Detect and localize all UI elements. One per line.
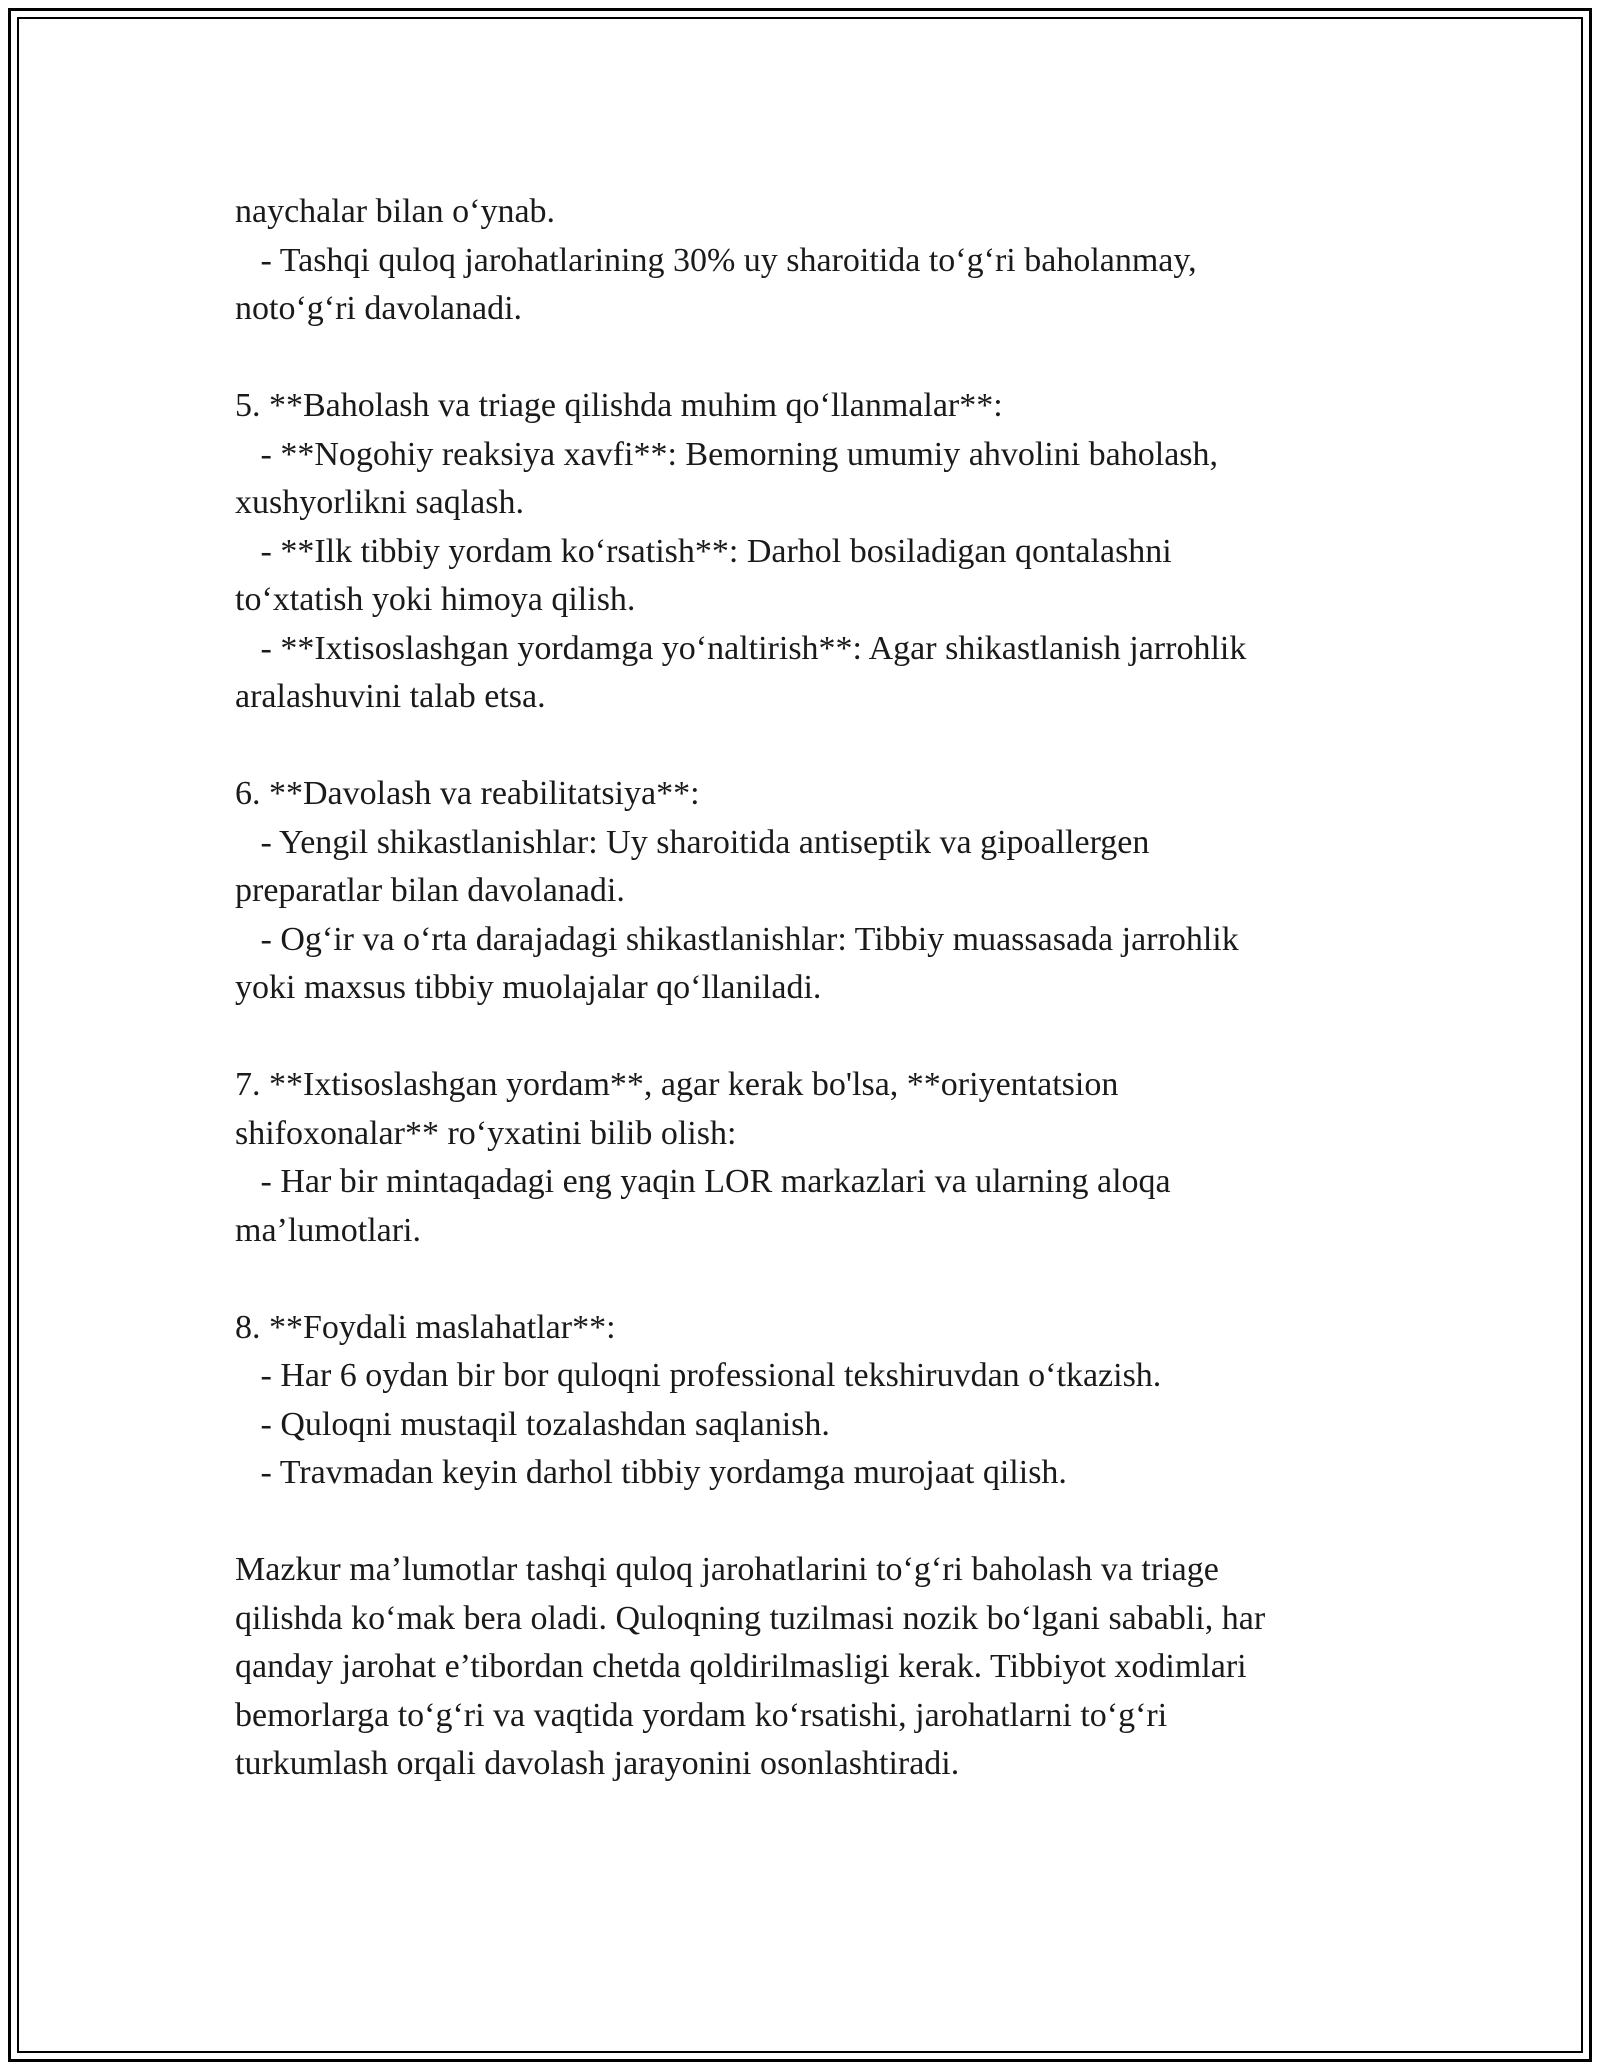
text-line: 8. **Foydali maslahatlar**: — [235, 1308, 616, 1346]
text-line: shifoxonalar** ro‘yxatini bilib olish: — [235, 1114, 737, 1152]
document-body — [235, 188, 1385, 1789]
text-line: qanday jarohat e’tibordan chetda qoldirilmasligi kerak. Tibbiyot xodimlari — [235, 1648, 1247, 1685]
text-line: ma’lumotlari. — [235, 1211, 422, 1249]
text-line: naychalar bilan o‘ynab. — [235, 193, 556, 230]
text-line: to‘xtatish yoki himoya qilish. — [235, 581, 636, 618]
text-line: bemorlarga to‘g‘ri va vaqtida yordam ko‘rsatishi, jarohatlarni to‘g‘ri — [235, 1696, 1168, 1734]
text-line: preparatlar bilan davolanadi. — [235, 872, 625, 909]
text-line: - **Ilk tibbiy yordam ko‘rsatish**: Darhol bosiladigan qontalashni — [235, 532, 1172, 570]
text-line: - Har 6 oydan bir bor quloqni professional tekshiruvdan o‘tkazish. — [235, 1357, 1162, 1394]
blank-line — [235, 722, 1385, 771]
text-line: - Travmadan keyin darhol tibbiy yordamga murojaat qilish. — [235, 1454, 1067, 1491]
text-line: 6. **Davolash va reabilitatsiya**: — [235, 775, 700, 812]
text-line: Mazkur ma’lumotlar tashqi quloq jarohatlarini to‘g‘ri baholash va triage — [235, 1551, 1219, 1588]
text-line: - Yengil shikastlanishlar: Uy sharoitida antiseptik va gipoallergen — [235, 823, 1150, 861]
text-line: - **Nogohiy reaksiya xavfi**: Bemorning umumiy ahvolini baholash, — [235, 435, 1219, 473]
text-line: noto‘g‘ri davolanadi. — [235, 290, 523, 327]
text-line: - Tashqi quloq jarohatlarining 30% uy sharoitida to‘g‘ri baholanmay, — [235, 241, 1197, 279]
text-line: turkumlash orqali davolash jarayonini osonlashtiradi. — [235, 1745, 960, 1782]
blank-line — [235, 1498, 1385, 1547]
blank-line — [235, 1255, 1385, 1304]
text-line: - **Ixtisoslashgan yordamga yo‘naltirish**: Agar shikastlanish jarrohlik — [235, 629, 1247, 667]
blank-line — [235, 1013, 1385, 1062]
text-line: aralashuvini talab etsa. — [235, 678, 546, 715]
blank-line — [235, 334, 1385, 383]
text-line: 5. **Baholash va triage qilishda muhim qo‘llanmalar**: — [235, 387, 1003, 424]
text-line: - Har bir mintaqadagi eng yaqin LOR markazlari va ularning aloqa — [235, 1163, 1171, 1200]
text-line: 7. **Ixtisoslashgan yordam**, agar kerak bo'lsa, **oriyentatsion — [235, 1066, 1119, 1103]
text-line: yoki maxsus tibbiy muolajalar qo‘llaniladi. — [235, 969, 822, 1006]
text-line: xushyorlikni saqlash. — [235, 484, 524, 521]
text-line: - Quloqni mustaqil tozalashdan saqlanish. — [235, 1405, 830, 1443]
text-line: qilishda ko‘mak bera oladi. Quloqning tuzilmasi nozik bo‘lgani sababli, har — [235, 1599, 1266, 1637]
text-line: - Og‘ir va o‘rta darajadagi shikastlanishlar: Tibbiy muassasada jarrohlik — [235, 920, 1239, 958]
